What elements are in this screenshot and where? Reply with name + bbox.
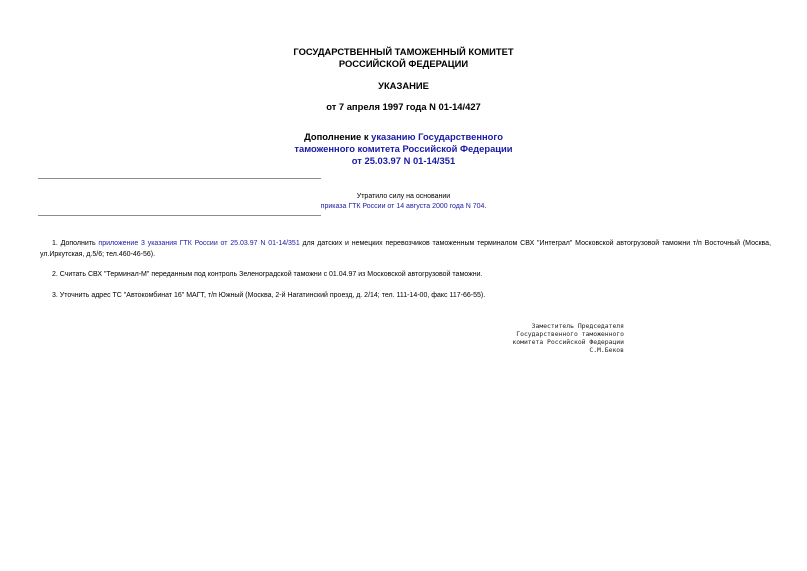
signature-name: С.М.Беков xyxy=(589,346,624,354)
subject-link-part2[interactable]: таможенного комитета Российской Федерации xyxy=(294,143,513,154)
paragraph-1-rest: для датских и немецких перевозчиков таможенным терминалом СВХ "Интеграл" Московской автогрузовой таможни т/п Восточный (Москва, ул.Иркутская, д.5/6; тел.460-46-56). xyxy=(40,240,772,258)
status-note-line1: Утратило силу на основании xyxy=(356,193,451,200)
subject-link-part1[interactable]: указанию Государственного xyxy=(371,131,503,142)
subject-link-part3[interactable]: от 25.03.97 N 01-14/351 xyxy=(351,155,456,166)
doc-type: УКАЗАНИЕ xyxy=(378,80,429,91)
appendix-link[interactable]: приложение 3 указания ГТК России от 25.03.97 N 01-14/351 xyxy=(98,240,300,247)
subject-line1 xyxy=(0,131,807,143)
divider-top xyxy=(38,178,321,179)
org-title-line2: РОССИЙСКОЙ ФЕДЕРАЦИИ xyxy=(338,58,469,69)
signature-line3: комитета Российской Федерации xyxy=(512,338,624,346)
paragraph-1 xyxy=(40,238,771,260)
paragraph-2-text: 2. Считать СВХ "Терминал-М" переданным под контроль Зеленоградской таможни с 01.04.97 из Московской автогрузовой таможни. xyxy=(52,271,483,278)
org-title-line1: ГОСУДАРСТВЕННЫЙ ТАМОЖЕННЫЙ КОМИТЕТ xyxy=(293,46,514,57)
repeal-order-link[interactable]: приказа ГТК России от 14 августа 2000 года N 704 xyxy=(320,203,485,210)
subject-prefix: Дополнение к xyxy=(304,131,372,142)
paragraph-3-text: 3. Уточнить адрес ТС "Автокомбинат 16" МАГТ, т/п Южный (Москва, 2-й Нагатинский проезд, д. 2/14; тел. 111-14-00, факс 117-66-55). xyxy=(52,292,486,299)
status-note-line2 xyxy=(0,202,807,211)
paragraph-3 xyxy=(40,290,771,301)
signature-line2: Государственного таможенного xyxy=(516,330,624,338)
doc-date: от 7 апреля 1997 года N 01-14/427 xyxy=(326,101,481,112)
paragraph-2 xyxy=(40,269,771,280)
paragraph-1-prefix: 1. Дополнить xyxy=(52,240,99,247)
signature-line1: Заместитель Председателя xyxy=(531,322,624,330)
status-note-suffix: . xyxy=(484,203,487,210)
divider-bottom xyxy=(38,215,321,216)
